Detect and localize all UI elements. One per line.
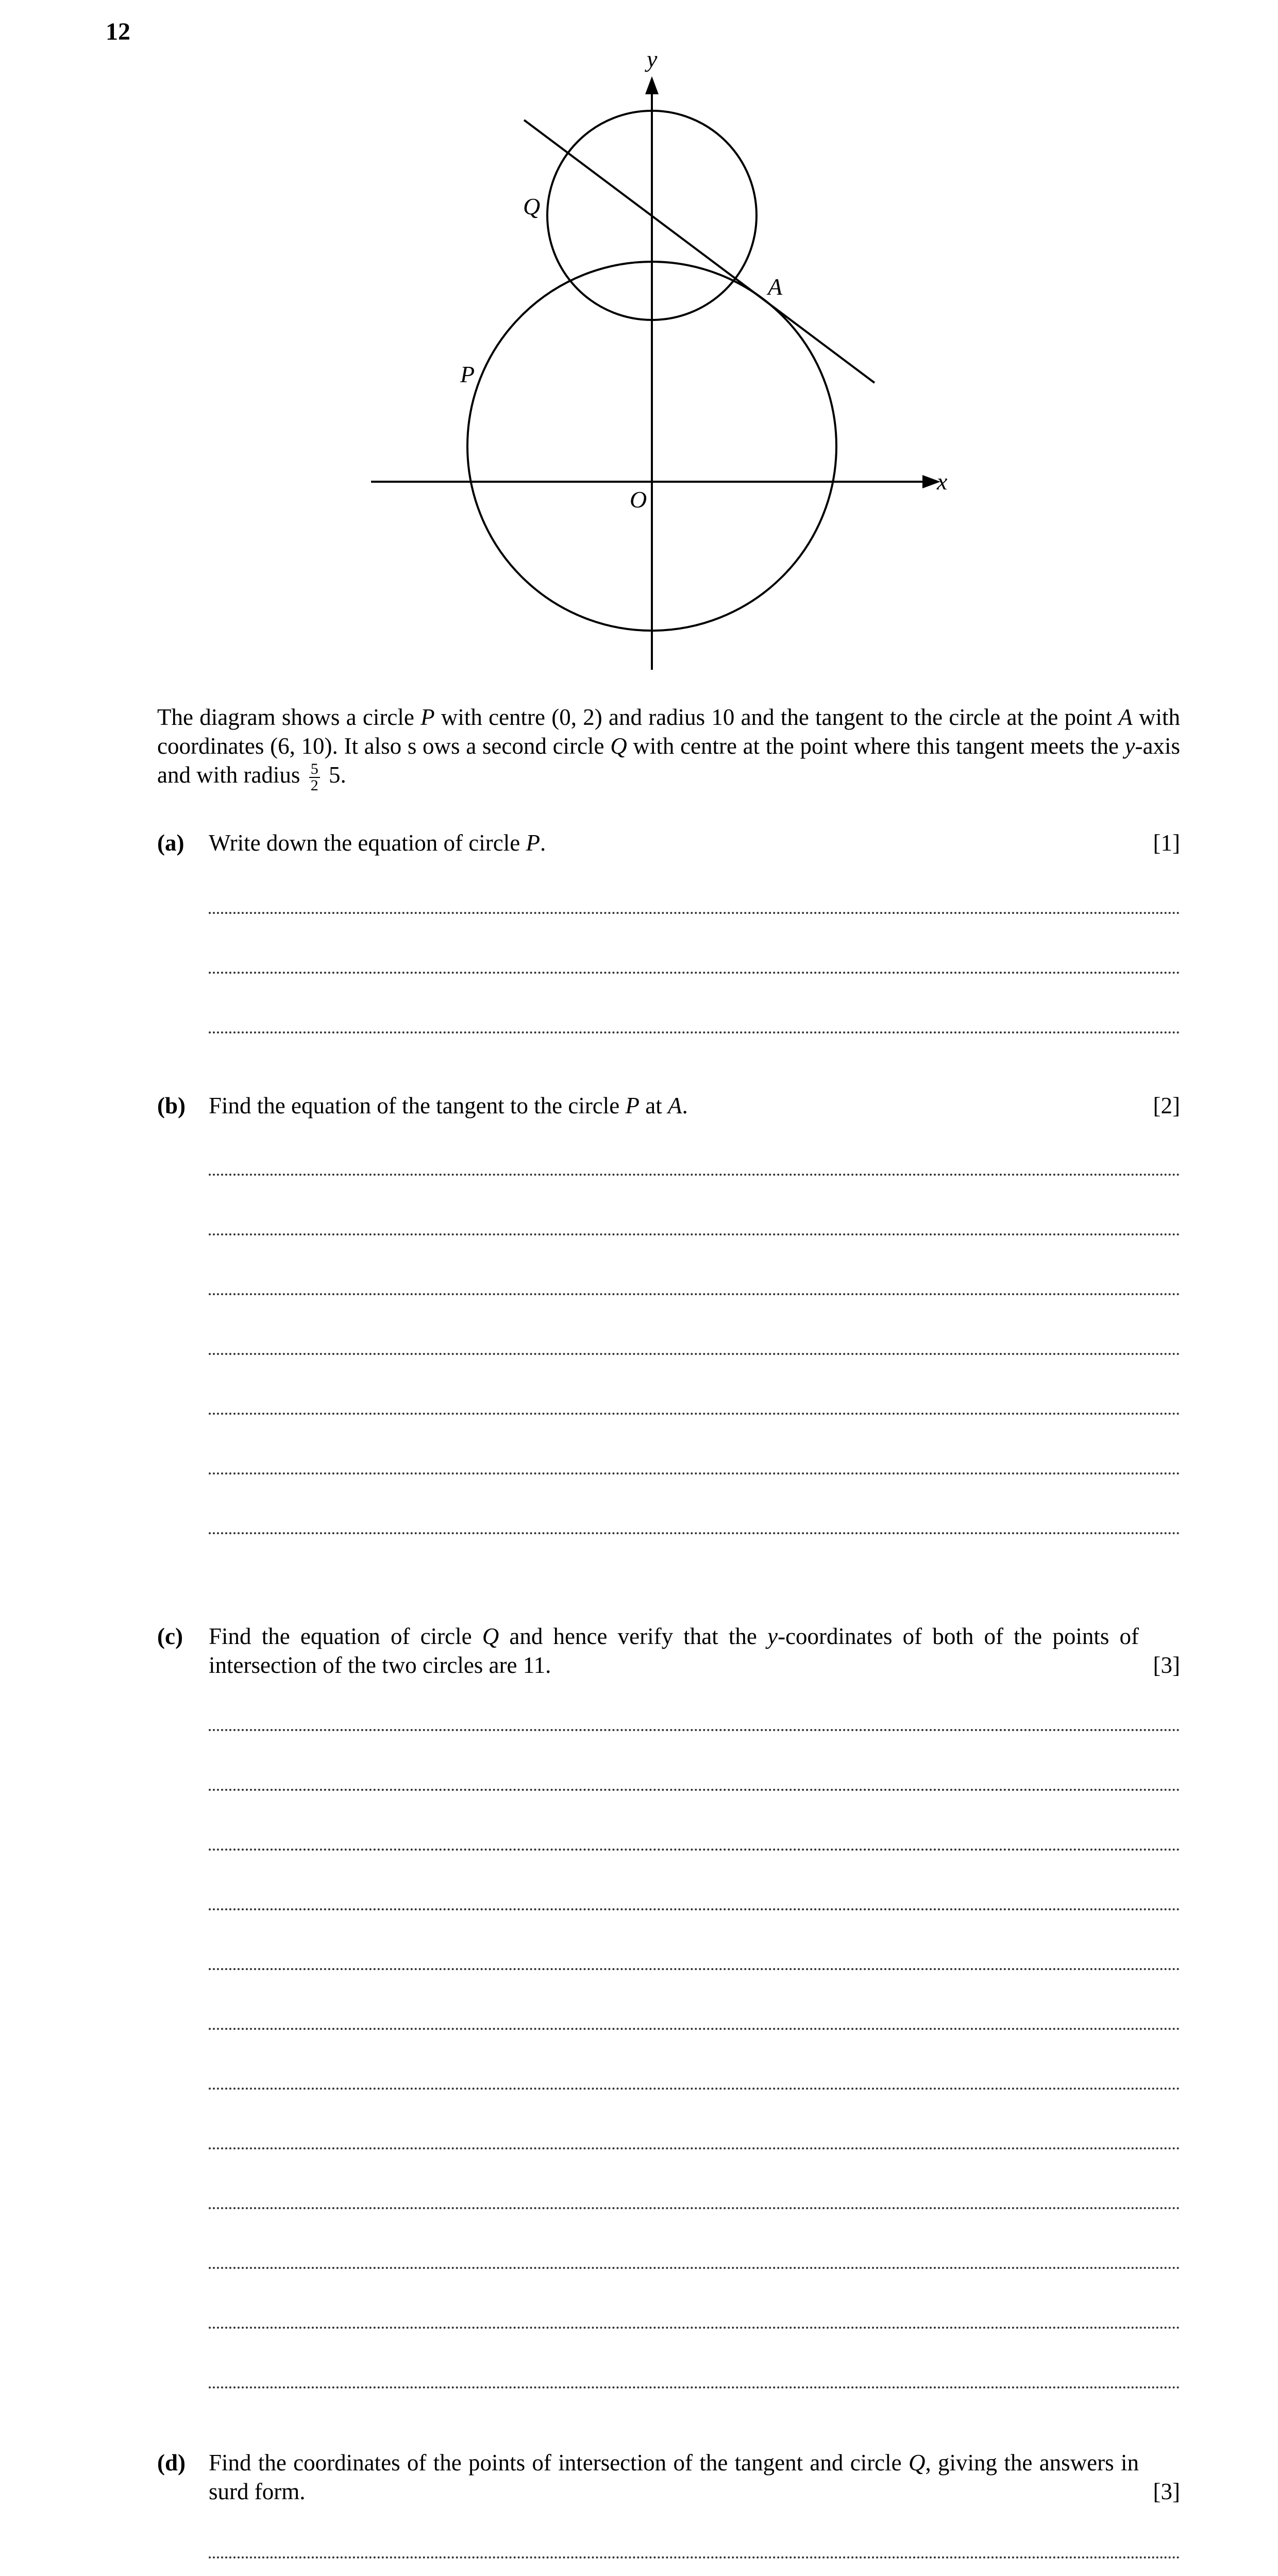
part-label: (a) [157, 830, 184, 856]
answer-line-c5[interactable] [209, 1968, 1180, 1970]
point-a-label: A [768, 274, 783, 300]
tangent-line [524, 120, 875, 383]
answer-line-c9[interactable] [209, 2207, 1180, 2209]
answer-line-c3[interactable] [209, 1849, 1180, 1851]
question-part-b [157, 1091, 1180, 1122]
part-label: (b) [157, 1093, 186, 1118]
part-text: Find the coordinates of the points of intersection of the tangent and circle Q, giving the answers in surd form. [209, 2450, 1139, 2504]
answer-line-b5[interactable] [209, 1413, 1180, 1415]
answer-line-b7[interactable] [209, 1532, 1180, 1534]
answer-line-a3[interactable] [209, 1031, 1180, 1033]
answer-line-c6[interactable] [209, 2028, 1180, 2030]
x-axis-label: x [937, 468, 948, 495]
circles-diagram [0, 0, 1278, 680]
y-axis-label: y [647, 46, 658, 72]
marks: [3] [1153, 1652, 1180, 1678]
answer-line-a2[interactable] [209, 972, 1180, 974]
answer-line-c7[interactable] [209, 2088, 1180, 2090]
question-intro: The diagram shows a circle P with centre (0, 2) and radius 10 and the tangent to the circle at the point A with coordinates (6, 10). It also s ows a second circle Q with centre at the point where this tangent meets the y-axis and with radius $\frac{5}{2}$ 5. [157, 704, 1181, 794]
origin-label: O [630, 486, 647, 513]
marks: [3] [1153, 2479, 1180, 2504]
answer-line-c4[interactable] [209, 1908, 1180, 1910]
y-axis-arrow [645, 76, 659, 94]
answer-line-c1[interactable] [209, 1729, 1180, 1731]
answer-line-b1[interactable] [209, 1174, 1180, 1176]
radius-fraction: $\frac{5}{2}$ [309, 761, 320, 793]
answer-line-b2[interactable] [209, 1233, 1180, 1235]
answer-line-c10[interactable] [209, 2267, 1180, 2269]
part-label: (d) [157, 2450, 186, 2476]
question-part-d [157, 2448, 1180, 2506]
marks: [2] [1153, 1093, 1180, 1118]
answer-line-b6[interactable] [209, 1472, 1180, 1475]
page-number: 12 [106, 18, 130, 45]
answer-line-c8[interactable] [209, 2147, 1180, 2149]
answer-line-d1[interactable] [209, 2556, 1180, 2558]
answer-line-b3[interactable] [209, 1293, 1180, 1295]
question-part-c [157, 1622, 1180, 1680]
circle-p-label: P [460, 361, 475, 387]
answer-line-b4[interactable] [209, 1353, 1180, 1355]
part-text: Find the equation of circle Q and hence verify that the y-coordinates of both of the points of intersection of the two circles are 11. [209, 1623, 1139, 1678]
answer-line-c12[interactable] [209, 2386, 1180, 2388]
circle-q-label: Q [523, 193, 541, 219]
part-text: Find the equation of the tangent to the circle P at A. [209, 1093, 688, 1118]
marks: [1] [1153, 830, 1180, 856]
part-label: (c) [157, 1623, 183, 1649]
answer-line-a1[interactable] [209, 912, 1180, 914]
answer-line-c2[interactable] [209, 1789, 1180, 1791]
answer-line-c11[interactable] [209, 2327, 1180, 2329]
part-text: Write down the equation of circle P. [209, 830, 546, 856]
question-part-a [157, 828, 1180, 859]
